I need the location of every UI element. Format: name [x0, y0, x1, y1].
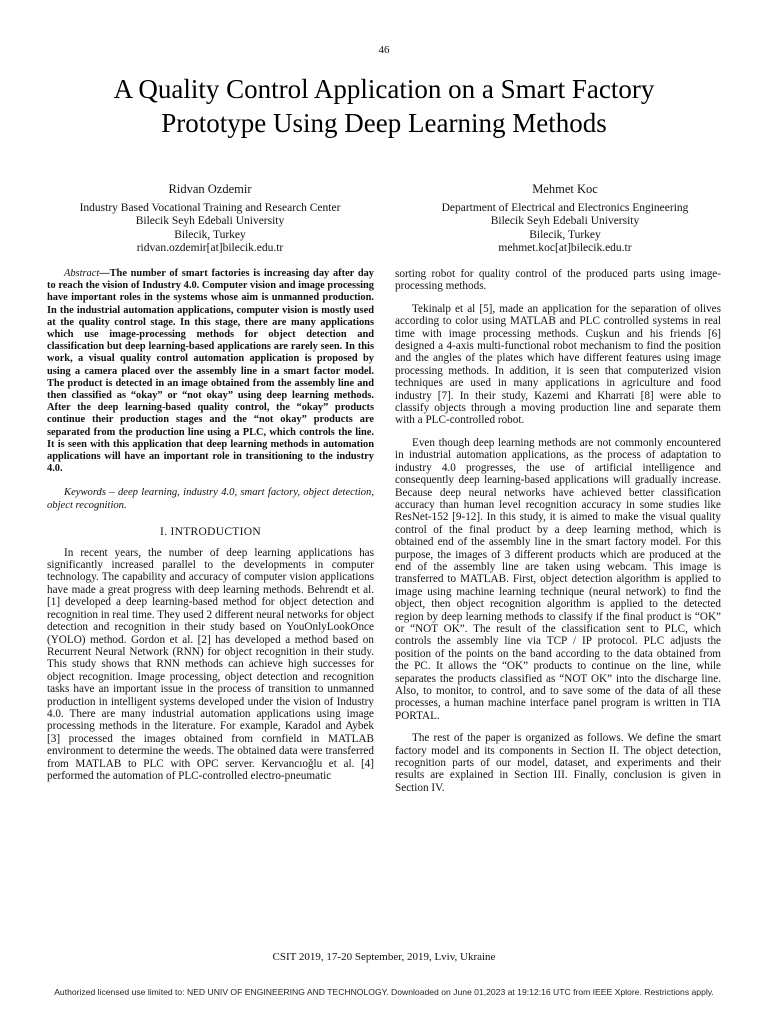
- title-line-1: A Quality Control Application on a Smart Factory: [113, 74, 655, 104]
- author-location: Bilecik, Turkey: [174, 228, 246, 241]
- author-affiliation: Industry Based Vocational Training and Research Center: [79, 201, 341, 214]
- section-heading-introduction: I. INTRODUCTION: [160, 526, 261, 539]
- author-block-1: [40, 183, 380, 256]
- author-name: Mehmet Koc: [532, 182, 598, 196]
- paragraph: The rest of the paper is organized as follows. We define the smart factory model and its components in Section II. The object detection, recognition parts of our model, dataset, and experiments and their results are explained in Section III. Finally, conclusion is given in Section IV.: [395, 732, 721, 794]
- page-number: 46: [378, 44, 390, 56]
- author-name: Ridvan Ozdemir: [168, 182, 252, 196]
- author-email[interactable]: ridvan.ozdemir[at]bilecik.edu.tr: [136, 242, 284, 254]
- paper-title: [40, 72, 728, 140]
- author-university: Bilecik Seyh Edebali University: [490, 215, 640, 227]
- abstract: [47, 268, 374, 475]
- author-email[interactable]: mehmet.koc[at]bilecik.edu.tr: [498, 242, 632, 254]
- license-notice: Authorized licensed use limited to: NED UNIV OF ENGINEERING AND TECHNOLOGY. Downloaded on June 01,2023 at 19:12:16 UTC from IEEE Xplore. Restrictions apply.: [54, 987, 714, 997]
- paragraph: sorting robot for quality control of the produced parts using image-processing methods.: [395, 268, 721, 293]
- author-location: Bilecik, Turkey: [529, 228, 601, 241]
- title-line-2: Prototype Using Deep Learning Methods: [161, 108, 607, 138]
- left-column: [47, 268, 374, 792]
- paragraph: Even though deep learning methods are not commonly encountered in industrial automation applications, as the process of adaptation to industry 4.0 progresses, the use of artificial intelligence and consequently deep learning-based applications will gradually increase. Because deep neural networks have achieved better classification accuracy than human level recognition accuracy in some studies like ResNet-152 [9-12]. In this study, it is aimed to make the visual quality control of the final product by a deep learning method, which is obtained end of the assembly line in the smart factory model. For this purpose, the images of 3 different products which are produced at the end of the assembly line are taken using webcam. This image is transferred to MATLAB. First, object detection algorithm is applied to image using machine learning technique (neural network) to find the object, then object recognition algorithm is applied to the detected region by deep learning methods to classify if the final product is “OK” or “NOT OK”. The result of the classification sent to PLC, which controls the assembly line via TCP / IP protocol. PLC adjusts the position of the points on the band according to the data obtained from the PC. It allows the “OK” products to continue on the line, while separates the products classified as “NOT OK” into the discharge line. Also, to monitor, to control, and to save some of the data of all these processes, a human machine interface panel program is written in TIA PORTAL.: [395, 436, 721, 722]
- author-affiliation: Department of Electrical and Electronics Engineering: [441, 201, 689, 214]
- conference-footer: CSIT 2019, 17-20 September, 2019, Lviv, Ukraine: [272, 951, 496, 963]
- author-block-2: [395, 183, 735, 256]
- abstract-label: Abstract: [64, 268, 100, 279]
- abstract-text: —The number of smart factories is increasing day after day to reach the vision of Industry 4.0. Computer vision and image processing have important roles in the systems whose aim is unmanned production. In the industrial automation applications, computer vision is mostly used at the quality control stage. In this stage, there are many applications which use image-processing methods for object detection and classification but deep learning-based applications are rarely seen. In this work, a visual quality control automation application is proposed by using a camera placed over the assembly line in a smart factor model. The product is detected in an image obtained from the assembly line and then classified as “okay” or “not okay” using deep learning methods. After the deep learning-based quality control, the “okay” products continue their production stages and the “not okay” products are separated from the production line using a PLC, which controls the line. It is seen with this application that deep learning methods in automation applications will have an important role in transitioning to the industry 4.0.: [47, 268, 374, 475]
- keywords: Keywords – deep learning, industry 4.0, smart factory, object detection, object recognition.: [47, 487, 374, 511]
- paragraph: Tekinalp et al [5], made an application for the separation of olives according to color using MATLAB and PLC controlled systems in real time with image processing methods. Cuşkun and his friends [6] designed a 4-axis multi-functional robot mechanism to find the position and the angles of the plates which have different features using image processing methods. In addition, it is seen that computerized vision techniques are used in many applications in agriculture and food industry [7]. In their study, Kazemi and Kharrati [8] were able to classify objects through a moving production line and separate them with a PLC-controlled robot.: [395, 302, 721, 427]
- author-university: Bilecik Seyh Edebali University: [135, 215, 285, 227]
- intro-paragraph: In recent years, the number of deep learning applications has significantly increased parallel to the developments in computer technology. The capability and accuracy of computer vision applications have made a great progress with deep learning methods. Behrendt et al. [1] developed a deep learning-based method for object detection and recognition in real time. They used 2 different neural networks for object detection and recognition in their study based on YouOnlyLookOnce (YOLO) method. Gordon et al. [2] has developed a method based on Recurrent Neural Network (RNN) for object recognition in their study. This study shows that RNN methods can achieve high successes for object recognition. Image processing, object detection and recognition tasks have an important issue in the process of transition to unmanned production in intelligent systems developed under the vision of Industry 4.0. There are many industrial automation applications using image processing methods in the literature. For example, Karadol and Aybek [3] processed the images obtained from cornfield in MATLAB environment to determine the weeds. The obtained data were transferred from MATLAB to PLC with OPC server. Kervancıoğlu et al. [4] performed the automation of PLC-controlled electro-pneumatic: [47, 546, 374, 782]
- right-column: [395, 268, 721, 804]
